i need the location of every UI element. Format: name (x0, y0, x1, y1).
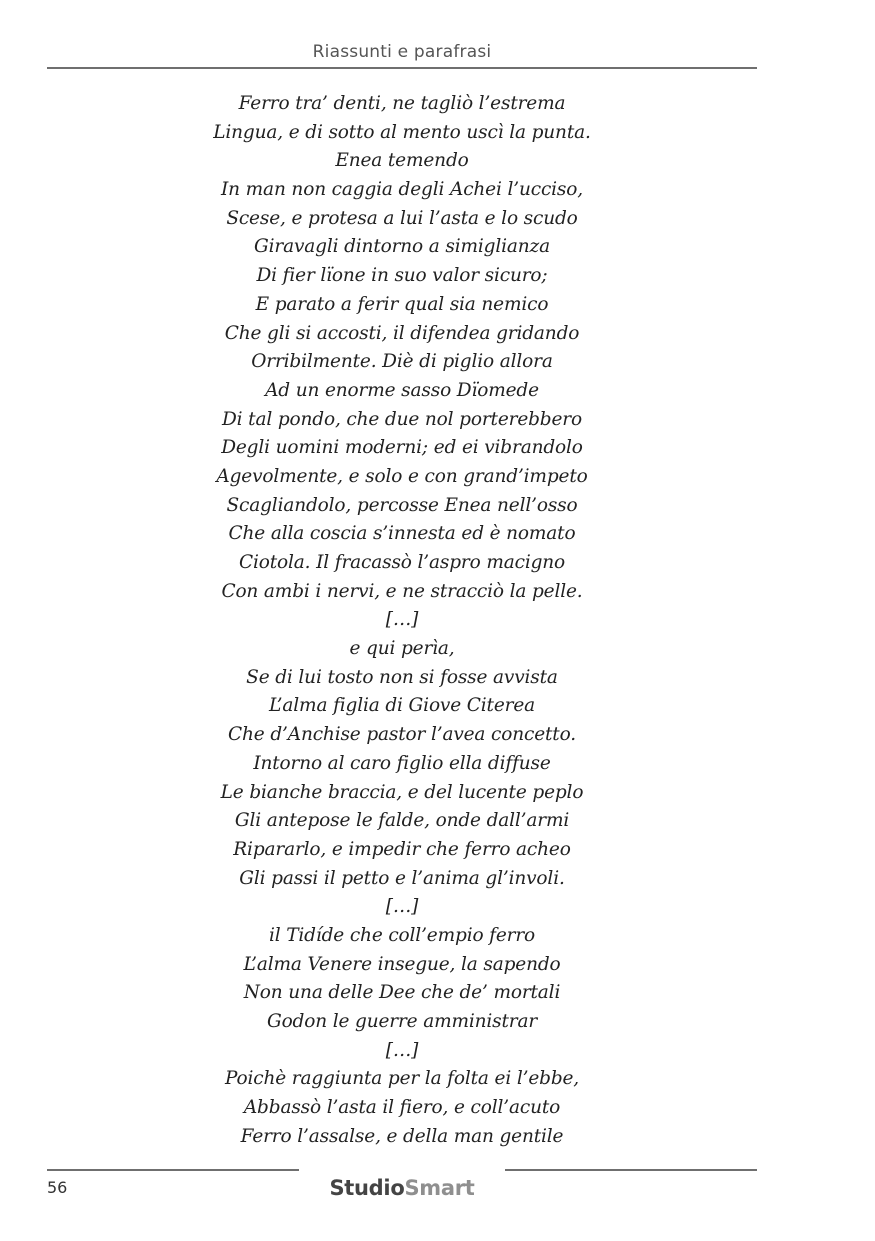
poem-line: Gli antepose le falde, onde dall’armi (234, 810, 570, 832)
poem-line: Se di lui tosto non si fosse avvista (246, 666, 558, 688)
poem-line: Con ambi i nervi, e ne stracciò la pelle. (221, 580, 583, 602)
poem-line: E parato a ferir qual sia nemico (255, 293, 549, 315)
brand-logo (47, 1176, 757, 1200)
poem-line: Degli uomini moderni; ed ei vibrandolo (221, 437, 583, 459)
poem-line: Che d’Anchise pastor l’avea concetto. (228, 724, 576, 746)
poem-line: In man non caggia degli Achei l’ucciso, (221, 179, 583, 201)
poem-line: Di fier lïone in suo valor sicuro; (256, 265, 548, 287)
page-footer (47, 1160, 757, 1210)
poem-line: Orribilmente. Diè di piglio allora (251, 351, 553, 373)
header-divider (47, 67, 757, 69)
poem-line: Che alla coscia s’innesta ed è nomato (228, 523, 576, 545)
page-header (47, 38, 757, 70)
footer-divider-right (505, 1169, 757, 1171)
poem-line: Giravagli dintorno a simiglianza (253, 236, 550, 258)
brand-logo-studio: Studio (329, 1176, 405, 1200)
poem-ellipsis: […] (385, 1039, 419, 1061)
poem-line: Ciotola. Il fracassò l’aspro macigno (238, 552, 566, 573)
poem-line: Che gli si accosti, il difendea gridando (224, 322, 580, 344)
poem-line: L’alma Venere insegue, la sapendo (243, 953, 561, 975)
poem-line: Gli passi il petto e l’anima gl’involi. (239, 867, 565, 889)
poem-line: Ferro l’assalse, e della man gentile (240, 1125, 564, 1147)
poem-line: Scagliandolo, percosse Enea nell’osso (226, 494, 578, 516)
poem-line: Abbassò l’asta il fiero, e coll’acuto (243, 1097, 561, 1119)
poem-line: Ripararlo, e impedir che ferro acheo (233, 838, 571, 860)
poem-line: Ad un enorme sasso Dïomede (265, 379, 539, 401)
poem-line: Agevolmente, e solo e con grand’impeto (216, 465, 588, 487)
poem-line: L’alma figlia di Giove Citerea (268, 695, 535, 717)
poem-line: Le bianche braccia, e del lucente peplo (220, 781, 584, 803)
poem-text (47, 90, 757, 1151)
poem-line: Intorno al caro figlio ella diffuse (253, 752, 551, 774)
poem-line: Godon le guerre amministrar (266, 1011, 538, 1032)
poem-line: Scese, e protesa a lui l’asta e lo scudo (226, 207, 578, 229)
poem-line: Ferro tra’ denti, ne tagliò l’estrema (238, 93, 566, 114)
poem-line: Poichè raggiunta per la folta ei l’ebbe, (224, 1068, 580, 1090)
poem-line: Lingua, e di sotto al mento uscì la punta. (213, 121, 591, 143)
poem-line: il Tidíde che coll’empio ferro (268, 924, 536, 946)
brand-logo-smart: Smart (404, 1176, 475, 1200)
poem-ellipsis: […] (385, 896, 419, 918)
poem-line: Di tal pondo, che due nol porterebbero (222, 408, 582, 430)
running-header-title: Riassunti e parafrasi (312, 42, 492, 62)
poem-line: Non una delle Dee che de’ mortali (243, 982, 561, 1004)
page-number: 56 (47, 1178, 68, 1197)
poem-line: e qui perìa, (349, 638, 455, 660)
poem-ellipsis: […] (385, 609, 419, 631)
poem-line: Enea temendo (335, 150, 469, 172)
footer-divider-left (47, 1169, 299, 1171)
